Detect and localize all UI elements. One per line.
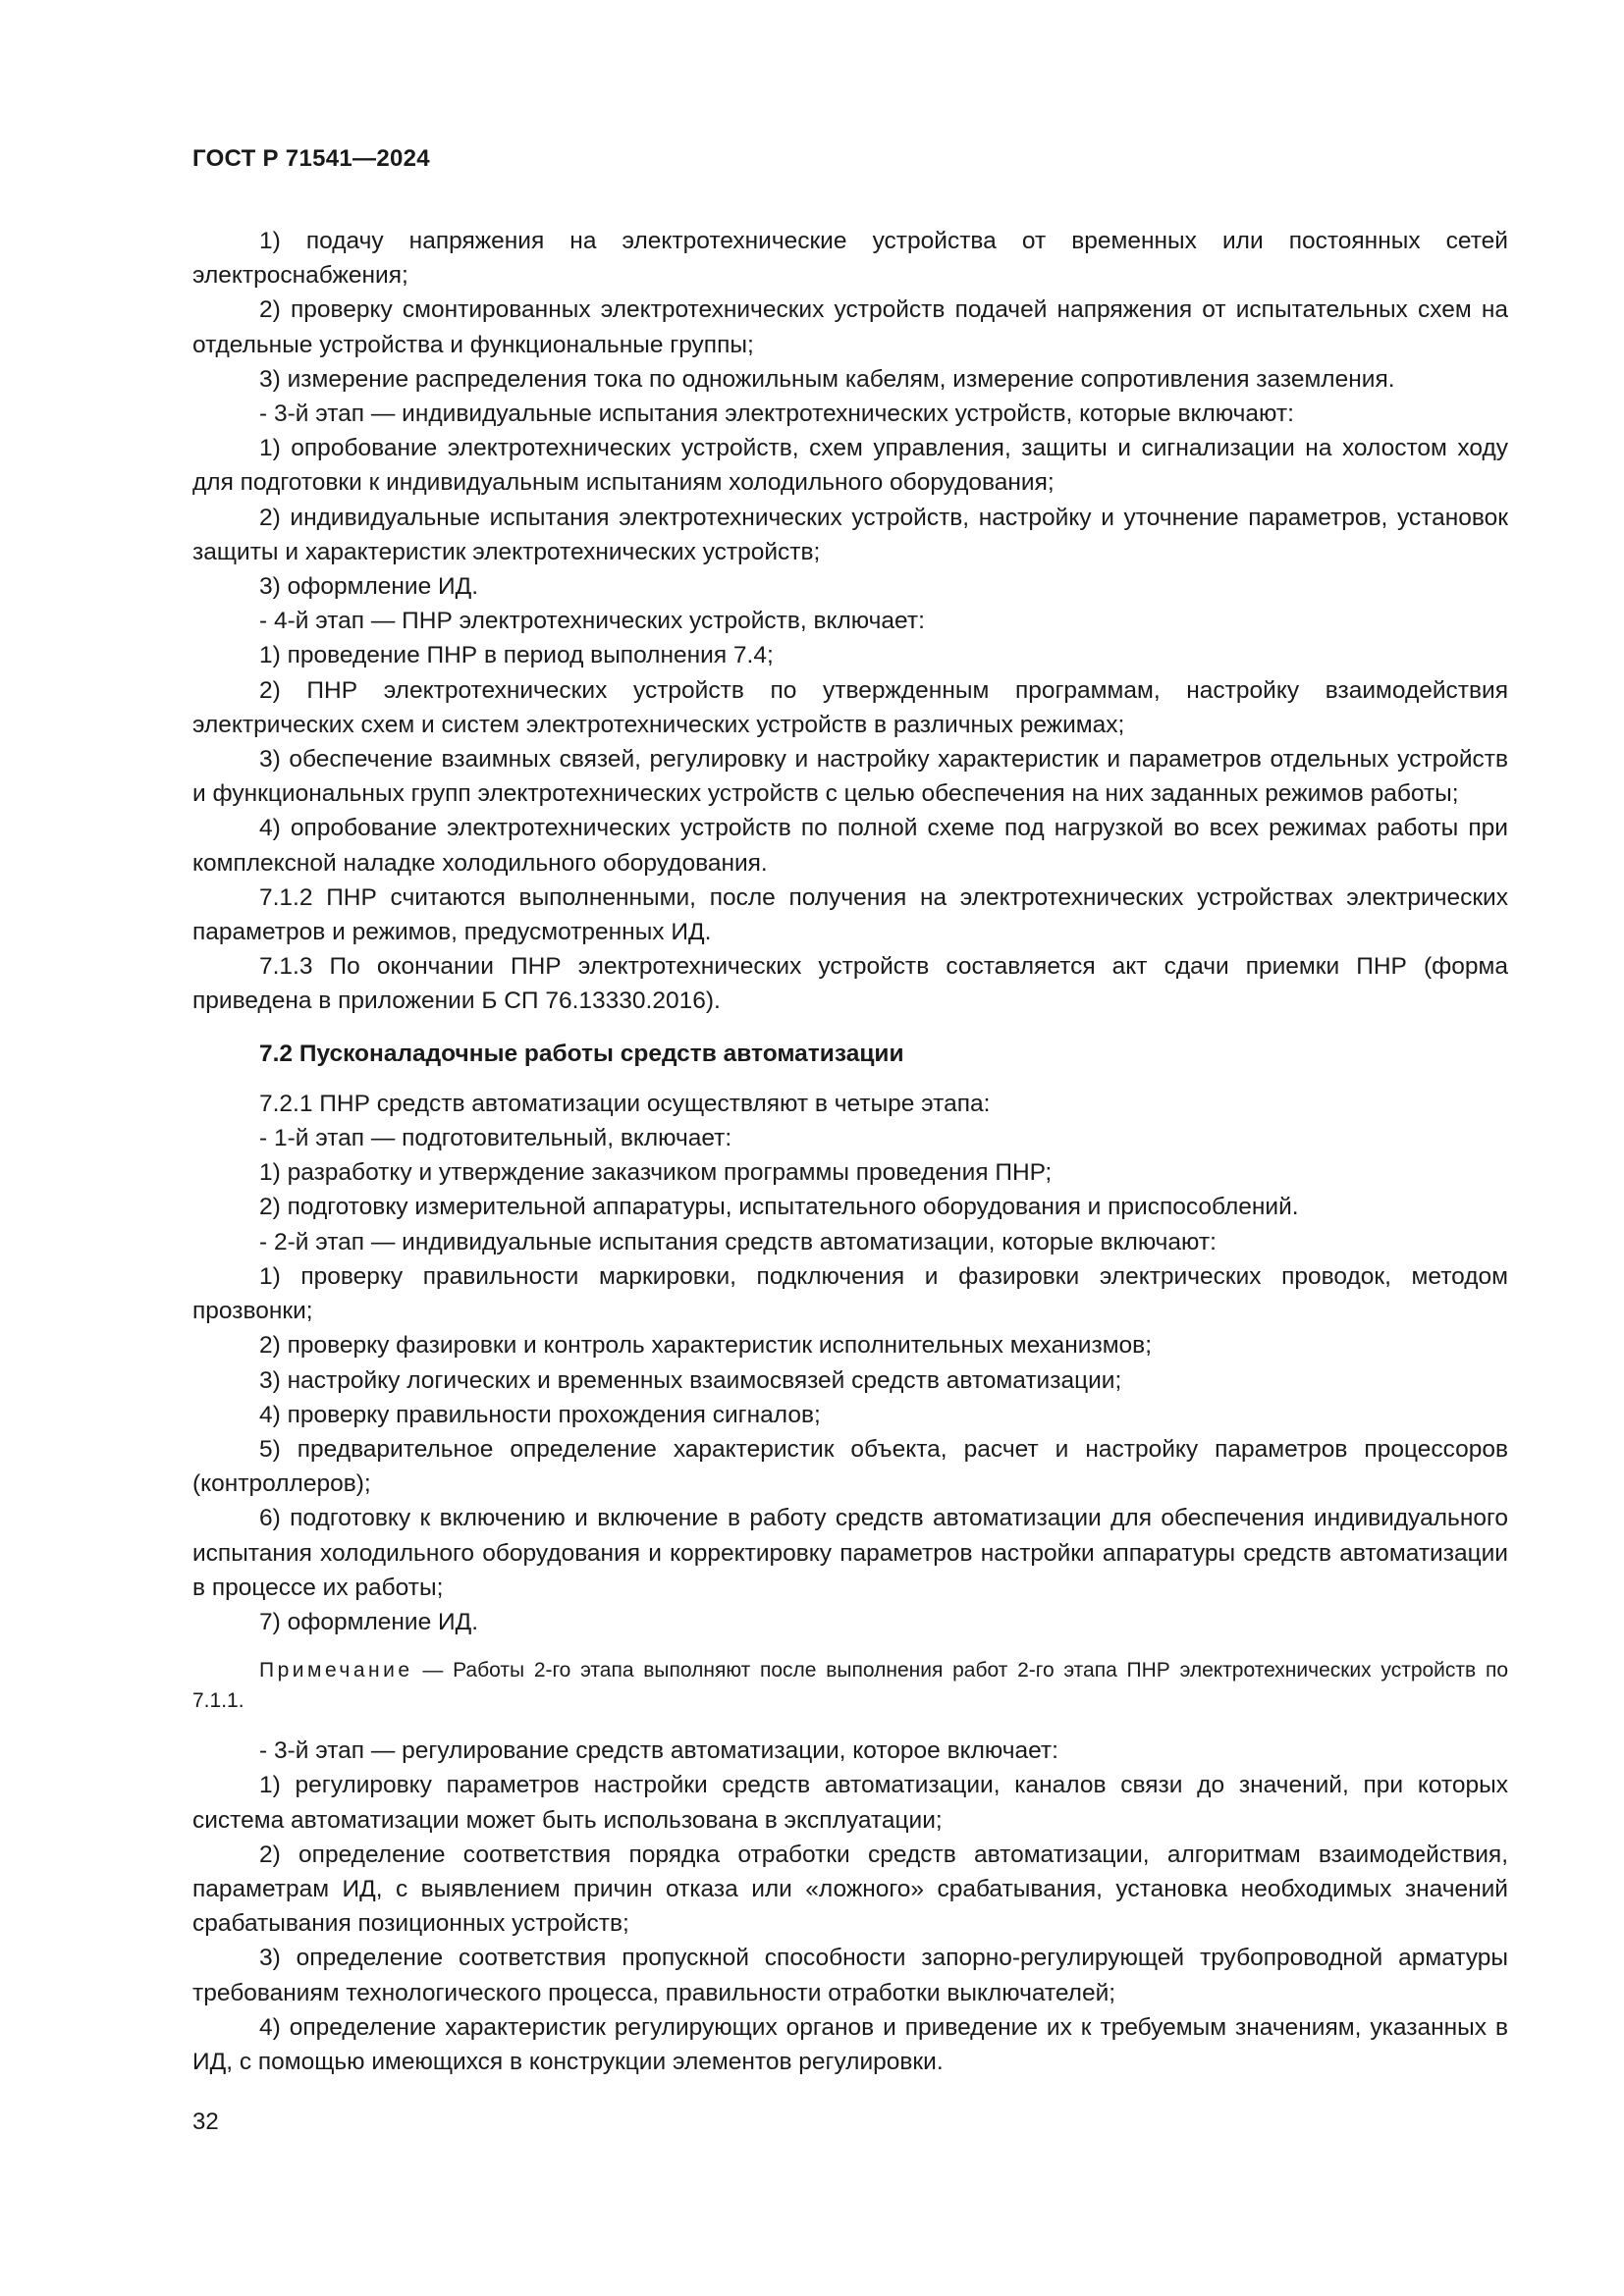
- paragraph: 3) обеспечение взаимных связей, регулировку и настройку характеристик и параметров отдельных устройств и функциональных групп электротехнических устройств с целью обеспечения на них заданных режимов работы;: [192, 746, 1508, 808]
- paragraph: - 1-й этап — подготовительный, включает:: [259, 1125, 732, 1152]
- paragraph: 4) опробование электротехнических устройств по полной схеме под нагрузкой во всех режимах работы при комплексной наладке холодильного оборудования.: [192, 815, 1508, 877]
- paragraph: - 4-й этап — ПНР электротехнических устройств, включает:: [259, 608, 925, 635]
- paragraph: 2) ПНР электротехнических устройств по утвержденным программам, настройку взаимодействия электрических схем и систем электротехнических устройств в различных режимах;: [192, 676, 1508, 738]
- paragraph: - 3-й этап — регулирование средств автоматизации, которое включает:: [259, 1737, 1058, 1765]
- paragraph: - 3-й этап — индивидуальные испытания электротехнических устройств, которые включают:: [259, 400, 1294, 428]
- paragraph: 1) проверку правильности маркировки, подключения и фазировки электрических проводок, методом прозвонки;: [192, 1262, 1508, 1325]
- paragraph: 2) определение соответствия порядка отработки средств автоматизации, алгоритмам взаимодействия, параметрам ИД, с выявлением причин отказа или «ложного» срабатывания, установка необходимых значений срабатывания позиционных устройств;: [192, 1841, 1508, 1938]
- paragraph: 1) подачу напряжения на электротехнические устройства от временных или постоянных сетей электроснабжения;: [192, 228, 1508, 290]
- paragraph: 7.1.3 По окончании ПНР электротехнических устройств составляется акт сдачи приемки ПНР (форма приведена в приложении Б СП 76.13330.2016).: [192, 953, 1508, 1015]
- paragraph: 7) оформление ИД.: [259, 1608, 479, 1635]
- paragraph: 4) проверку правильности прохождения сигналов;: [259, 1401, 821, 1428]
- paragraph: 3) настройку логических и временных взаимосвязей средств автоматизации;: [259, 1366, 1122, 1394]
- paragraph: 5) предварительное определение характеристик объекта, расчет и настройку параметров процессоров (контроллеров);: [192, 1435, 1508, 1498]
- paragraph: 2) подготовку измерительной аппаратуры, испытательного оборудования и приспособлений.: [259, 1194, 1299, 1221]
- paragraph: 4) определение характеристик регулирующих органов и приведение их к требуемым значениям, указанных в ИД, с помощью имеющихся в конструкции элементов регулировки.: [192, 2013, 1508, 2075]
- paragraph: 6) подготовку к включению и включение в работу средств автоматизации для обеспечения индивидуального испытания холодильного оборудования и корректировку параметров настройки аппаратуры средств автоматизации в процессе их работы;: [192, 1505, 1508, 1601]
- paragraph: 3) определение соответствия пропускной способности запорно-регулирующей трубопроводной арматуры требованиям технологического процесса, правильности отработки выключателей;: [192, 1945, 1508, 2006]
- note-label: Примечание: [259, 1659, 413, 1682]
- paragraph: 3) измерение распределения тока по одножильным кабелям, измерение сопротивления заземления.: [259, 365, 1395, 393]
- document-header: ГОСТ Р 71541—2024: [192, 145, 430, 172]
- paragraph: 3) оформление ИД.: [259, 573, 479, 601]
- paragraph: 2) проверку смонтированных электротехнических устройств подачей напряжения от испытательных схем на отдельные устройства и функциональные группы;: [192, 296, 1508, 358]
- paragraph: 1) опробование электротехнических устройств, схем управления, защиты и сигнализации на холостом ходу для подготовки к индивидуальным испытаниям холодильного оборудования;: [192, 435, 1508, 497]
- paragraph: 2) проверку фазировки и контроль характеристик исполнительных механизмов;: [259, 1332, 1153, 1360]
- note-text: — Работы 2-го этапа выполняют после выполнения работ 2-го этапа ПНР электротехнических устройств по 7.1.1.: [192, 1659, 1508, 1713]
- paragraph: 2) индивидуальные испытания электротехнических устройств, настройку и уточнение параметров, установок защиты и характеристик электротехнических устройств;: [192, 504, 1508, 565]
- section-heading: 7.2 Пусконаладочные работы средств автоматизации: [259, 1040, 904, 1067]
- paragraph: 7.1.2 ПНР считаются выполненными, после получения на электротехнических устройствах электрических параметров и режимов, предусмотренных ИД.: [192, 883, 1508, 946]
- paragraph: 1) проведение ПНР в период выполнения 7.4;: [259, 642, 774, 669]
- paragraph: - 2-й этап — индивидуальные испытания средств автоматизации, которые включают:: [259, 1228, 1217, 1255]
- paragraph: 1) разработку и утверждение заказчиком программы проведения ПНР;: [259, 1159, 1053, 1187]
- page-number: 32: [192, 2109, 219, 2135]
- note: [192, 1655, 1508, 1716]
- paragraph: 1) регулировку параметров настройки средств автоматизации, каналов связи до значений, при которых система автоматизации может быть использована в эксплуатации;: [192, 1772, 1508, 1834]
- page-body: [192, 224, 1508, 2079]
- paragraph: 7.2.1 ПНР средств автоматизации осуществляют в четыре этапа:: [259, 1090, 991, 1117]
